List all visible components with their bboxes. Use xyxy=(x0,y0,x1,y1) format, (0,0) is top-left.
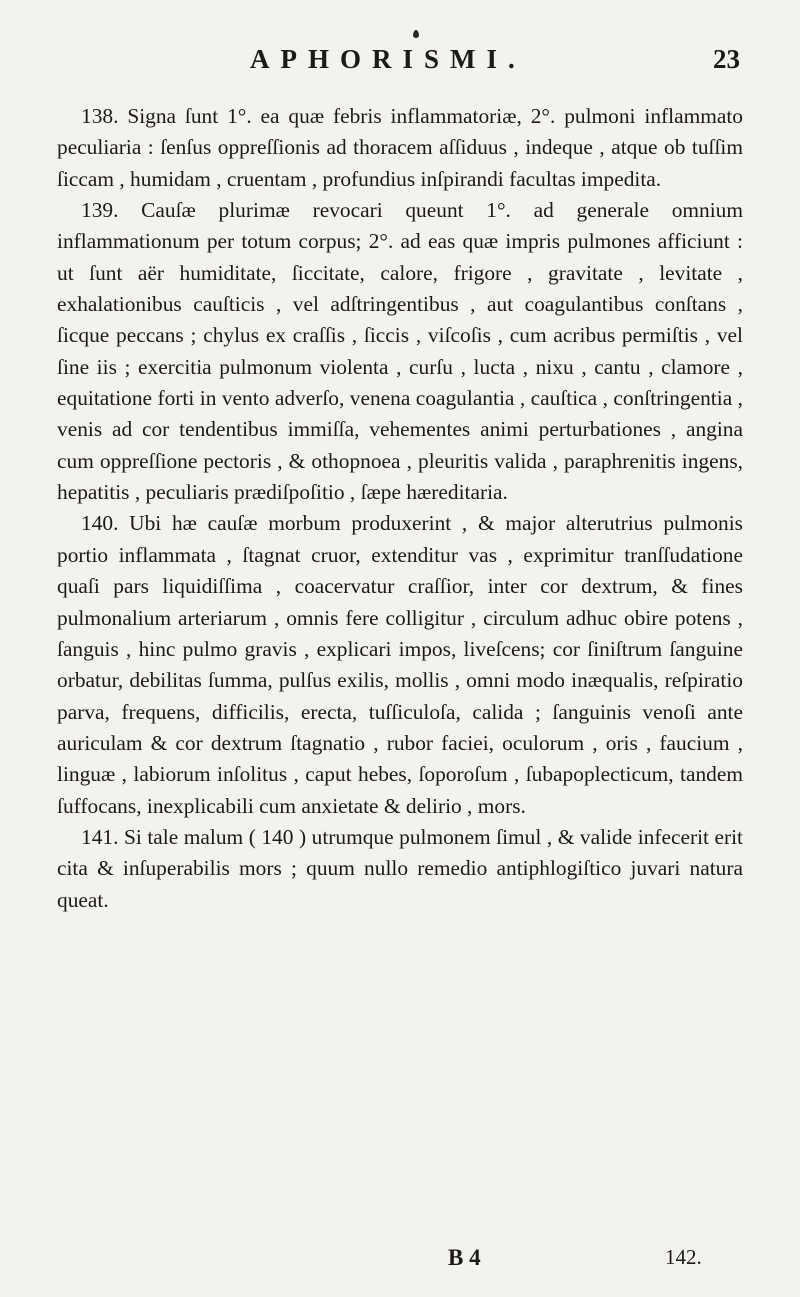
signature-mark: B 4 xyxy=(448,1245,481,1270)
page-footer xyxy=(0,1245,800,1275)
page-header xyxy=(60,44,740,84)
aphorism-140: 140. Ubi hæ cauſæ morbum produxerint , & major alterutrius pulmonis portio inflammata , ſtagnat cruor, extenditur vas , exprimitur tranſſudatione quaſi pars liquidiſſima , coacervatur craſſior, inter cor dextrum, & fines pulmonalium arteriarum , omnis fere colligitur , circulum adhuc obire potens , ſanguis , hinc pulmo gravis , explicari impos, liveſcens; cor ſiniſtrum ſanguine orbatur, debilitas ſumma, pulſus exilis, mollis , omni modo inæqualis, reſpiratio parva, frequens, difficilis, erecta, tuſſiculoſa, calida ; ſanguinis venoſi ante auriculam & cor dextrum ſtagnatio , rubor faciei, oculorum , oris , faucium , linguæ , labiorum inſolitus , caput hebes, ſoporoſum , ſubapoplecticum, tandem ſuffocans, inexplicabili cum anxietate & delirio , mors. xyxy=(57,511,743,818)
aphorism-141: 141. Si tale malum ( 140 ) utrumque pulmonem ſimul , & valide infecerit erit cita & inſuperabilis mors ; quum nullo remedio antiphlogiſtico juvari natura queat. xyxy=(57,824,743,912)
aphorism-138: 138. Signa ſunt 1°. ea quæ febris inflammatoriæ, 2°. pulmoni inflammato peculiaria : ſenſus oppreſſionis ad thoracem aſſiduus , indeque , atque ob tuſſim ſiccam , humidam , cruentam , profundius inſpirandi facultas impedita. xyxy=(57,104,743,191)
aphorism-139: 139. Cauſæ plurimæ revocari queunt 1°. ad generale omnium inflammationum per totum corpus; 2°. ad eas quæ impris pulmones afficiunt : ut ſunt aër humiditate, ſiccitate, calore, frigore , gravitate , levitate , exhalationibus cauſticis , vel adſtringentibus , aut coagulantibus conſtans , ſicque peccans ; chylus ex craſſis , ſiccis , viſcoſis , cum acribus permiſtis , vel ſine iis ; exercitia pulmonum violenta , curſu , lucta , nixu , cantu , clamore , equitatione forti in vento adverſo, venena coagulantia , cauſtica , conſtringentia , venis ad cor tendentibus immiſſa, vehementes animi perturbationes , angina cum oppreſſione pectoris , & othopnoea , pleuritis valida , paraphrenitis ingens, hepatitis , peculiaris prædiſpoſitio , ſæpe hæreditaria. xyxy=(57,198,743,505)
body-text xyxy=(57,101,743,916)
page-number: 23 xyxy=(713,44,740,74)
printer-ornament-icon xyxy=(413,30,419,38)
catchword: 142. xyxy=(665,1245,702,1269)
running-title: APHORISMI. xyxy=(250,44,526,74)
